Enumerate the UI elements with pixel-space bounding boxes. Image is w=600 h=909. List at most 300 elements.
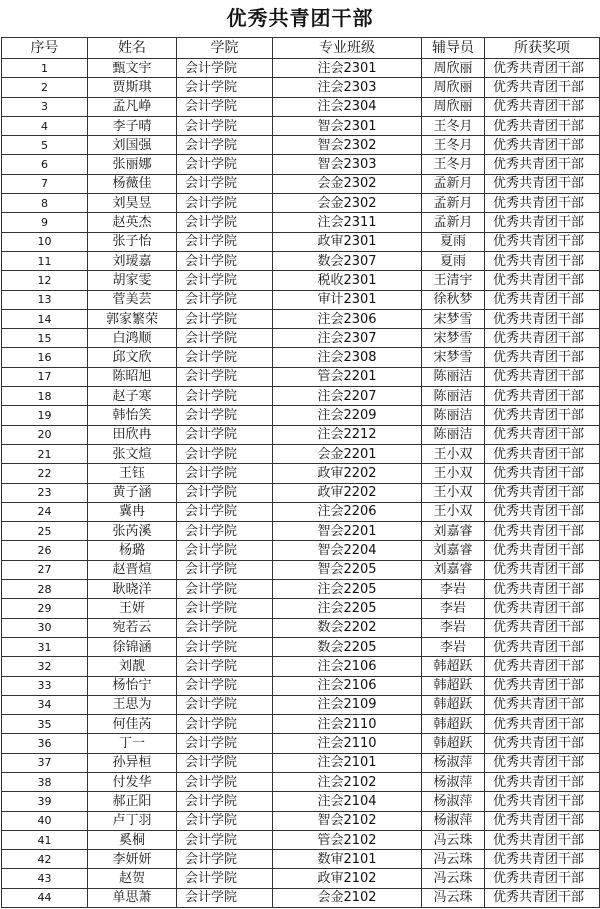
cell-college: 会计学院 bbox=[177, 792, 273, 811]
cell-counselor: 宋梦雪 bbox=[422, 309, 485, 328]
table-row bbox=[2, 888, 600, 907]
cell-award: 优秀共青团干部 bbox=[485, 387, 600, 406]
cell-award: 优秀共青团干部 bbox=[485, 464, 600, 483]
cell-college: 会计学院 bbox=[177, 387, 273, 406]
cell-index: 1 bbox=[2, 59, 88, 78]
cell-index: 39 bbox=[2, 792, 88, 811]
cell-award: 优秀共青团干部 bbox=[485, 541, 600, 560]
cell-name: 丁一 bbox=[88, 734, 177, 753]
cell-award: 优秀共青团干部 bbox=[485, 792, 600, 811]
cell-class: 注会2308 bbox=[273, 348, 422, 367]
cell-class: 会金2302 bbox=[273, 174, 422, 193]
table-row bbox=[2, 213, 600, 232]
cell-index: 22 bbox=[2, 464, 88, 483]
cell-award: 优秀共青团干部 bbox=[485, 502, 600, 521]
cell-class: 注会2307 bbox=[273, 329, 422, 348]
cell-index: 38 bbox=[2, 772, 88, 791]
cell-name: 王妍 bbox=[88, 599, 177, 618]
header-index: 序号 bbox=[2, 38, 88, 59]
cell-index: 33 bbox=[2, 676, 88, 695]
cell-name: 李子晴 bbox=[88, 116, 177, 135]
table-row bbox=[2, 444, 600, 463]
cell-name: 付发华 bbox=[88, 772, 177, 791]
cell-counselor: 孟新月 bbox=[422, 213, 485, 232]
cell-counselor: 周欣丽 bbox=[422, 78, 485, 97]
cell-award: 优秀共青团干部 bbox=[485, 657, 600, 676]
table-row bbox=[2, 387, 600, 406]
header-class: 专业班级 bbox=[273, 38, 422, 59]
cell-class: 数审2101 bbox=[273, 850, 422, 869]
cell-class: 注会2304 bbox=[273, 97, 422, 116]
cell-name: 何佳芮 bbox=[88, 715, 177, 734]
cell-index: 41 bbox=[2, 830, 88, 849]
cell-name: 陈昭旭 bbox=[88, 367, 177, 386]
header-award: 所获奖项 bbox=[485, 38, 600, 59]
table-row bbox=[2, 811, 600, 830]
cell-class: 数会2307 bbox=[273, 251, 422, 270]
cell-name: 赵英杰 bbox=[88, 213, 177, 232]
cell-counselor: 宋梦雪 bbox=[422, 329, 485, 348]
document-title: 优秀共青团干部 bbox=[226, 6, 374, 30]
table-row bbox=[2, 329, 600, 348]
cell-class: 智会2204 bbox=[273, 541, 422, 560]
cell-name: 黄子涵 bbox=[88, 483, 177, 502]
cell-college: 会计学院 bbox=[177, 406, 273, 425]
cell-class: 注会2106 bbox=[273, 657, 422, 676]
table-row bbox=[2, 830, 600, 849]
cell-name: 赵子寒 bbox=[88, 387, 177, 406]
cell-counselor: 夏雨 bbox=[422, 251, 485, 270]
cell-award: 优秀共青团干部 bbox=[485, 811, 600, 830]
cell-college: 会计学院 bbox=[177, 271, 273, 290]
table-row bbox=[2, 792, 600, 811]
cell-class: 注会2205 bbox=[273, 599, 422, 618]
cell-award: 优秀共青团干部 bbox=[485, 97, 600, 116]
cell-index: 28 bbox=[2, 580, 88, 599]
cell-counselor: 周欣丽 bbox=[422, 97, 485, 116]
cell-award: 优秀共青团干部 bbox=[485, 560, 600, 579]
cell-award: 优秀共青团干部 bbox=[485, 116, 600, 135]
cell-index: 5 bbox=[2, 136, 88, 155]
cell-name: 贾斯琪 bbox=[88, 78, 177, 97]
cell-award: 优秀共青团干部 bbox=[485, 271, 600, 290]
cell-counselor: 冯云珠 bbox=[422, 830, 485, 849]
table-row bbox=[2, 618, 600, 637]
cell-class: 智会2102 bbox=[273, 811, 422, 830]
cell-counselor: 李岩 bbox=[422, 618, 485, 637]
cell-college: 会计学院 bbox=[177, 522, 273, 541]
cell-counselor: 冯云珠 bbox=[422, 850, 485, 869]
cell-class: 政审2202 bbox=[273, 483, 422, 502]
table-row bbox=[2, 850, 600, 869]
cell-index: 19 bbox=[2, 406, 88, 425]
cell-class: 注会2303 bbox=[273, 78, 422, 97]
cell-name: 王钰 bbox=[88, 464, 177, 483]
header-college: 学院 bbox=[177, 38, 273, 59]
cell-counselor: 王小双 bbox=[422, 444, 485, 463]
cell-college: 会计学院 bbox=[177, 155, 273, 174]
cell-award: 优秀共青团干部 bbox=[485, 869, 600, 888]
cell-name: 郭家繁荣 bbox=[88, 309, 177, 328]
cell-college: 会计学院 bbox=[177, 59, 273, 78]
cell-counselor: 周欣丽 bbox=[422, 59, 485, 78]
cell-class: 政审2202 bbox=[273, 464, 422, 483]
cell-index: 43 bbox=[2, 869, 88, 888]
cell-college: 会计学院 bbox=[177, 329, 273, 348]
cell-college: 会计学院 bbox=[177, 309, 273, 328]
cell-award: 优秀共青团干部 bbox=[485, 850, 600, 869]
cell-award: 优秀共青团干部 bbox=[485, 348, 600, 367]
cell-class: 数会2205 bbox=[273, 637, 422, 656]
cell-name: 耿晓洋 bbox=[88, 580, 177, 599]
cell-class: 注会2306 bbox=[273, 309, 422, 328]
cell-counselor: 杨淑萍 bbox=[422, 772, 485, 791]
cell-award: 优秀共青团干部 bbox=[485, 522, 600, 541]
cell-name: 刘国强 bbox=[88, 136, 177, 155]
cell-name: 张芮溪 bbox=[88, 522, 177, 541]
cell-award: 优秀共青团干部 bbox=[485, 753, 600, 772]
cell-name: 菅美芸 bbox=[88, 290, 177, 309]
cell-counselor: 韩超跃 bbox=[422, 657, 485, 676]
cell-counselor: 王冬月 bbox=[422, 155, 485, 174]
cell-name: 刘靓 bbox=[88, 657, 177, 676]
cell-class: 智会2303 bbox=[273, 155, 422, 174]
cell-name: 胡家雯 bbox=[88, 271, 177, 290]
table-header-row bbox=[2, 38, 600, 59]
cell-name: 张子怡 bbox=[88, 232, 177, 251]
table-row bbox=[2, 290, 600, 309]
cell-class: 注会2206 bbox=[273, 502, 422, 521]
cell-name: 王思为 bbox=[88, 695, 177, 714]
award-table bbox=[1, 37, 600, 908]
cell-index: 14 bbox=[2, 309, 88, 328]
cell-class: 注会2104 bbox=[273, 792, 422, 811]
table-row bbox=[2, 406, 600, 425]
cell-class: 注会2102 bbox=[273, 772, 422, 791]
cell-name: 杨薇佳 bbox=[88, 174, 177, 193]
cell-index: 26 bbox=[2, 541, 88, 560]
cell-award: 优秀共青团干部 bbox=[485, 734, 600, 753]
cell-class: 注会2207 bbox=[273, 387, 422, 406]
cell-college: 会计学院 bbox=[177, 618, 273, 637]
table-row bbox=[2, 136, 600, 155]
cell-college: 会计学院 bbox=[177, 444, 273, 463]
cell-name: 孙异桓 bbox=[88, 753, 177, 772]
header-counselor: 辅导员 bbox=[422, 38, 485, 59]
cell-award: 优秀共青团干部 bbox=[485, 78, 600, 97]
cell-award: 优秀共青团干部 bbox=[485, 637, 600, 656]
cell-award: 优秀共青团干部 bbox=[485, 309, 600, 328]
cell-index: 37 bbox=[2, 753, 88, 772]
cell-name: 甄文宇 bbox=[88, 59, 177, 78]
cell-college: 会计学院 bbox=[177, 811, 273, 830]
cell-counselor: 王冬月 bbox=[422, 136, 485, 155]
cell-college: 会计学院 bbox=[177, 734, 273, 753]
cell-counselor: 李岩 bbox=[422, 637, 485, 656]
cell-name: 单思萧 bbox=[88, 888, 177, 907]
table-row bbox=[2, 232, 600, 251]
cell-class: 会金2302 bbox=[273, 194, 422, 213]
cell-counselor: 王小双 bbox=[422, 464, 485, 483]
cell-college: 会计学院 bbox=[177, 869, 273, 888]
cell-award: 优秀共青团干部 bbox=[485, 174, 600, 193]
cell-index: 12 bbox=[2, 271, 88, 290]
table-row bbox=[2, 59, 600, 78]
cell-index: 9 bbox=[2, 213, 88, 232]
cell-award: 优秀共青团干部 bbox=[485, 251, 600, 270]
cell-college: 会计学院 bbox=[177, 695, 273, 714]
cell-index: 30 bbox=[2, 618, 88, 637]
cell-index: 34 bbox=[2, 695, 88, 714]
cell-counselor: 冯云珠 bbox=[422, 869, 485, 888]
cell-class: 智会2205 bbox=[273, 560, 422, 579]
cell-college: 会计学院 bbox=[177, 560, 273, 579]
cell-counselor: 韩超跃 bbox=[422, 695, 485, 714]
cell-class: 注会2101 bbox=[273, 753, 422, 772]
table-row bbox=[2, 580, 600, 599]
cell-index: 44 bbox=[2, 888, 88, 907]
cell-name: 徐锦涵 bbox=[88, 637, 177, 656]
cell-counselor: 冯云珠 bbox=[422, 888, 485, 907]
cell-counselor: 韩超跃 bbox=[422, 676, 485, 695]
table-row bbox=[2, 116, 600, 135]
cell-award: 优秀共青团干部 bbox=[485, 483, 600, 502]
cell-index: 31 bbox=[2, 637, 88, 656]
cell-college: 会计学院 bbox=[177, 830, 273, 849]
cell-name: 白鸿顺 bbox=[88, 329, 177, 348]
cell-college: 会计学院 bbox=[177, 213, 273, 232]
table-row bbox=[2, 772, 600, 791]
cell-index: 8 bbox=[2, 194, 88, 213]
table-row bbox=[2, 869, 600, 888]
cell-award: 优秀共青团干部 bbox=[485, 715, 600, 734]
cell-counselor: 刘嘉睿 bbox=[422, 560, 485, 579]
cell-college: 会计学院 bbox=[177, 425, 273, 444]
cell-award: 优秀共青团干部 bbox=[485, 290, 600, 309]
cell-counselor: 宋梦雪 bbox=[422, 348, 485, 367]
cell-index: 2 bbox=[2, 78, 88, 97]
cell-award: 优秀共青团干部 bbox=[485, 329, 600, 348]
cell-class: 智会2302 bbox=[273, 136, 422, 155]
table-row bbox=[2, 483, 600, 502]
table-row bbox=[2, 599, 600, 618]
cell-award: 优秀共青团干部 bbox=[485, 580, 600, 599]
cell-college: 会计学院 bbox=[177, 116, 273, 135]
cell-class: 管会2201 bbox=[273, 367, 422, 386]
cell-college: 会计学院 bbox=[177, 464, 273, 483]
cell-award: 优秀共青团干部 bbox=[485, 367, 600, 386]
cell-class: 注会2110 bbox=[273, 715, 422, 734]
cell-name: 张文煊 bbox=[88, 444, 177, 463]
table-row bbox=[2, 348, 600, 367]
cell-college: 会计学院 bbox=[177, 483, 273, 502]
cell-award: 优秀共青团干部 bbox=[485, 444, 600, 463]
cell-index: 15 bbox=[2, 329, 88, 348]
table-row bbox=[2, 425, 600, 444]
cell-class: 会金2201 bbox=[273, 444, 422, 463]
table-row bbox=[2, 502, 600, 521]
table-row bbox=[2, 78, 600, 97]
cell-counselor: 陈丽洁 bbox=[422, 367, 485, 386]
cell-name: 刘昊昱 bbox=[88, 194, 177, 213]
cell-name: 郝正阳 bbox=[88, 792, 177, 811]
cell-counselor: 陈丽洁 bbox=[422, 425, 485, 444]
cell-class: 注会2209 bbox=[273, 406, 422, 425]
cell-college: 会计学院 bbox=[177, 850, 273, 869]
cell-index: 40 bbox=[2, 811, 88, 830]
cell-index: 27 bbox=[2, 560, 88, 579]
cell-award: 优秀共青团干部 bbox=[485, 830, 600, 849]
cell-index: 29 bbox=[2, 599, 88, 618]
cell-counselor: 王小双 bbox=[422, 502, 485, 521]
cell-class: 智会2201 bbox=[273, 522, 422, 541]
cell-college: 会计学院 bbox=[177, 502, 273, 521]
cell-index: 13 bbox=[2, 290, 88, 309]
cell-award: 优秀共青团干部 bbox=[485, 772, 600, 791]
cell-class: 智会2301 bbox=[273, 116, 422, 135]
cell-name: 韩怡笑 bbox=[88, 406, 177, 425]
cell-name: 张丽娜 bbox=[88, 155, 177, 174]
table-row bbox=[2, 695, 600, 714]
cell-college: 会计学院 bbox=[177, 194, 273, 213]
cell-name: 刘瑷嘉 bbox=[88, 251, 177, 270]
cell-name: 杨璐 bbox=[88, 541, 177, 560]
cell-counselor: 王清宇 bbox=[422, 271, 485, 290]
cell-class: 会金2102 bbox=[273, 888, 422, 907]
cell-counselor: 李岩 bbox=[422, 580, 485, 599]
cell-counselor: 孟新月 bbox=[422, 174, 485, 193]
cell-counselor: 杨淑萍 bbox=[422, 792, 485, 811]
cell-name: 赵晋煊 bbox=[88, 560, 177, 579]
cell-counselor: 杨淑萍 bbox=[422, 753, 485, 772]
cell-counselor: 王小双 bbox=[422, 483, 485, 502]
cell-award: 优秀共青团干部 bbox=[485, 695, 600, 714]
cell-award: 优秀共青团干部 bbox=[485, 425, 600, 444]
cell-college: 会计学院 bbox=[177, 348, 273, 367]
cell-counselor: 王冬月 bbox=[422, 116, 485, 135]
table-row bbox=[2, 522, 600, 541]
cell-index: 21 bbox=[2, 444, 88, 463]
cell-award: 优秀共青团干部 bbox=[485, 676, 600, 695]
cell-counselor: 刘嘉睿 bbox=[422, 541, 485, 560]
table-row bbox=[2, 715, 600, 734]
table-row bbox=[2, 464, 600, 483]
cell-class: 注会2110 bbox=[273, 734, 422, 753]
cell-index: 4 bbox=[2, 116, 88, 135]
cell-college: 会计学院 bbox=[177, 251, 273, 270]
cell-name: 李妍妍 bbox=[88, 850, 177, 869]
cell-college: 会计学院 bbox=[177, 753, 273, 772]
cell-college: 会计学院 bbox=[177, 97, 273, 116]
cell-name: 冀冉 bbox=[88, 502, 177, 521]
cell-class: 注会2301 bbox=[273, 59, 422, 78]
cell-index: 25 bbox=[2, 522, 88, 541]
cell-index: 36 bbox=[2, 734, 88, 753]
table-row bbox=[2, 271, 600, 290]
cell-award: 优秀共青团干部 bbox=[485, 155, 600, 174]
cell-college: 会计学院 bbox=[177, 772, 273, 791]
cell-class: 注会2212 bbox=[273, 425, 422, 444]
cell-index: 7 bbox=[2, 174, 88, 193]
table-row bbox=[2, 194, 600, 213]
cell-college: 会计学院 bbox=[177, 580, 273, 599]
cell-index: 32 bbox=[2, 657, 88, 676]
table-row bbox=[2, 734, 600, 753]
cell-counselor: 夏雨 bbox=[422, 232, 485, 251]
cell-award: 优秀共青团干部 bbox=[485, 136, 600, 155]
table-row bbox=[2, 676, 600, 695]
cell-class: 数会2202 bbox=[273, 618, 422, 637]
table-row bbox=[2, 309, 600, 328]
cell-counselor: 杨淑萍 bbox=[422, 811, 485, 830]
cell-counselor: 陈丽洁 bbox=[422, 387, 485, 406]
table-row bbox=[2, 637, 600, 656]
cell-award: 优秀共青团干部 bbox=[485, 232, 600, 251]
cell-index: 10 bbox=[2, 232, 88, 251]
cell-college: 会计学院 bbox=[177, 888, 273, 907]
cell-class: 审计2301 bbox=[273, 290, 422, 309]
cell-index: 24 bbox=[2, 502, 88, 521]
cell-counselor: 孟新月 bbox=[422, 194, 485, 213]
cell-class: 政审2301 bbox=[273, 232, 422, 251]
cell-class: 注会2311 bbox=[273, 213, 422, 232]
cell-class: 注会2205 bbox=[273, 580, 422, 599]
cell-award: 优秀共青团干部 bbox=[485, 406, 600, 425]
cell-college: 会计学院 bbox=[177, 290, 273, 309]
cell-index: 16 bbox=[2, 348, 88, 367]
cell-college: 会计学院 bbox=[177, 232, 273, 251]
cell-name: 奚桐 bbox=[88, 830, 177, 849]
cell-index: 20 bbox=[2, 425, 88, 444]
cell-college: 会计学院 bbox=[177, 676, 273, 695]
cell-college: 会计学院 bbox=[177, 174, 273, 193]
cell-class: 注会2106 bbox=[273, 676, 422, 695]
cell-index: 18 bbox=[2, 387, 88, 406]
cell-name: 邱文欣 bbox=[88, 348, 177, 367]
cell-name: 杨怡宁 bbox=[88, 676, 177, 695]
cell-award: 优秀共青团干部 bbox=[485, 599, 600, 618]
cell-name: 宛若云 bbox=[88, 618, 177, 637]
cell-college: 会计学院 bbox=[177, 599, 273, 618]
cell-college: 会计学院 bbox=[177, 78, 273, 97]
cell-index: 35 bbox=[2, 715, 88, 734]
table-row bbox=[2, 155, 600, 174]
cell-class: 政审2102 bbox=[273, 869, 422, 888]
cell-counselor: 刘嘉睿 bbox=[422, 522, 485, 541]
table-row bbox=[2, 541, 600, 560]
cell-award: 优秀共青团干部 bbox=[485, 59, 600, 78]
cell-college: 会计学院 bbox=[177, 136, 273, 155]
cell-college: 会计学院 bbox=[177, 541, 273, 560]
cell-counselor: 韩超跃 bbox=[422, 734, 485, 753]
cell-index: 42 bbox=[2, 850, 88, 869]
table-row bbox=[2, 560, 600, 579]
cell-counselor: 陈丽洁 bbox=[422, 406, 485, 425]
table-row bbox=[2, 174, 600, 193]
table-row bbox=[2, 657, 600, 676]
cell-counselor: 李岩 bbox=[422, 599, 485, 618]
cell-award: 优秀共青团干部 bbox=[485, 618, 600, 637]
table-row bbox=[2, 753, 600, 772]
cell-award: 优秀共青团干部 bbox=[485, 888, 600, 907]
cell-class: 税收2301 bbox=[273, 271, 422, 290]
header-name: 姓名 bbox=[88, 38, 177, 59]
cell-college: 会计学院 bbox=[177, 637, 273, 656]
cell-class: 管会2102 bbox=[273, 830, 422, 849]
cell-class: 注会2109 bbox=[273, 695, 422, 714]
cell-index: 6 bbox=[2, 155, 88, 174]
table-row bbox=[2, 97, 600, 116]
